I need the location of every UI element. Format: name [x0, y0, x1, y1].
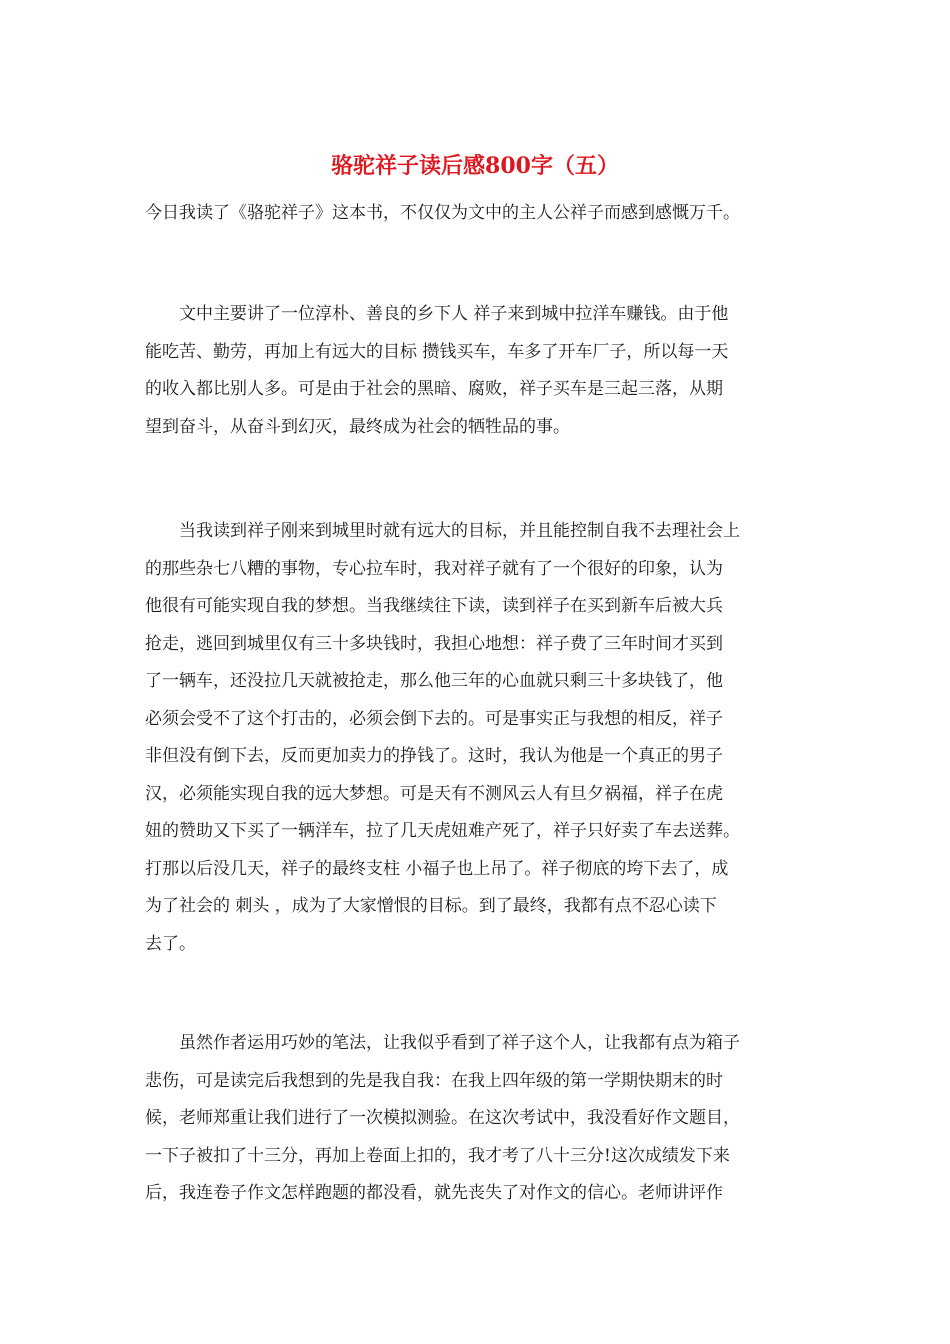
paragraph-line: 妞的赞助又下买了一辆洋车，拉了几天虎妞难产死了，祥子只好卖了车去送葬。: [145, 821, 740, 841]
paragraph-line: 非但没有倒下去，反而更加卖力的挣钱了。这时，我认为他是一个真正的男子: [145, 746, 723, 766]
paragraph-line: 的收入都比别人多。可是由于社会的黑暗、腐败，祥子买车是三起三落，从期: [145, 379, 723, 399]
paragraph-line: 候，老师郑重让我们进行了一次模拟测验。在这次考试中，我没看好作文题目，: [145, 1108, 740, 1128]
paragraph-line: 能吃苦、勤劳，再加上有远大的目标 攒钱买车，车多了开车厂子，所以每一天: [145, 341, 729, 362]
paragraph-line: 一下子被扣了十三分，再加上卷面上扣的，我才考了八十三分!这次成绩发下来: [145, 1145, 730, 1166]
paragraph-line: 当我读到祥子刚来到城里时就有远大的目标，并且能控制自我不去理社会上: [179, 521, 740, 541]
paragraph-line: 为了社会的 刺头 ，成为了大家憎恨的目标。到了最终，我都有点不忍心读下: [145, 896, 717, 916]
paragraph-1: [145, 296, 810, 446]
paragraph-line: 汉，必须能实现自我的远大梦想。可是天有不测风云人有旦夕祸福，祥子在虎: [145, 783, 723, 804]
paragraph-line: 后，我连卷子作文怎样跑题的都没看，就先丧失了对作文的信心。老师讲评作: [145, 1183, 723, 1203]
paragraph-line: 文中主要讲了一位淳朴、善良的乡下人 祥子来到城中拉洋车赚钱。由于他: [179, 304, 729, 324]
document-title: 骆驼祥子读后感800字（五）: [331, 153, 619, 179]
paragraph-line: 了一辆车，还没拉几天就被抢走，那么他三年的心血就只剩三十多块钱了，他: [145, 671, 723, 691]
paragraph-3: [145, 1025, 810, 1213]
paragraph-line: 虽然作者运用巧妙的笔法，让我似乎看到了祥子这个人，让我都有点为箱子: [179, 1033, 740, 1053]
intro-line: 今日我读了《骆驼祥子》这本书，不仅仅为文中的主人公祥子而感到感慨万千。: [145, 203, 740, 223]
paragraph-line: 的那些杂七八糟的事物，专心拉车时，我对祥子就有了一个很好的印象，认为: [145, 558, 723, 579]
paragraph-line: 打那以后没几天，祥子的最终支柱 小福子也上吊了。祥子彻底的垮下去了，成: [145, 858, 729, 879]
paragraph-line: 去了。: [145, 933, 196, 954]
paragraph-line: 必须会受不了这个打击的，必须会倒下去的。可是事实正与我想的相反，祥子: [145, 708, 723, 729]
paragraph-line: 望到奋斗，从奋斗到幻灭，最终成为社会的牺牲品的事。: [145, 416, 570, 437]
paragraph-line: 他很有可能实现自我的梦想。当我继续往下读，读到祥子在买到新车后被大兵: [145, 596, 723, 616]
paragraph-2: [145, 513, 810, 963]
paragraph-line: 悲伤，可是读完后我想到的先是我自我：在我上四年级的第一学期快期末的时: [145, 1070, 723, 1091]
paragraph-line: 抢走，逃回到城里仅有三十多块钱时，我担心地想：祥子费了三年时间才买到: [145, 633, 723, 654]
